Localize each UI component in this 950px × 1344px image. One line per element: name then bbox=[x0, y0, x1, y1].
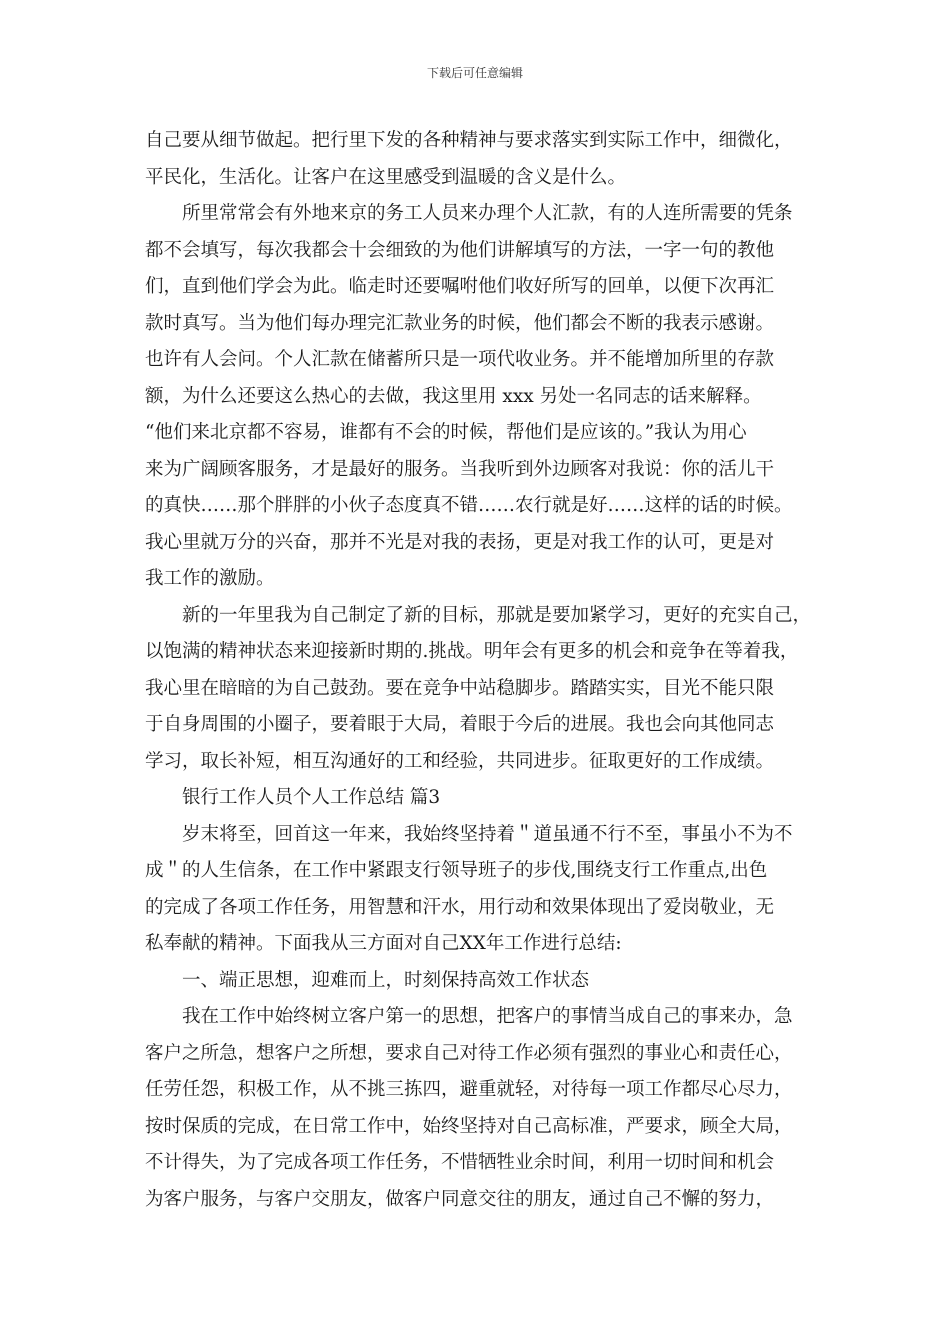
text-line: 不计得失，为了完成各项工作任务，不惜牺牲业余时间，利用一切时间和机会 bbox=[145, 1152, 775, 1173]
text-line: 任劳任怨，积极工作，从不挑三拣四，避重就轻，对待每一项工作都尽心尽力， bbox=[145, 1079, 793, 1100]
text-line: 我心里就万分的兴奋，那并不光是对我的表扬，更是对我工作的认可，更是对 bbox=[145, 531, 775, 553]
text-line: 新的一年里我为自己制定了新的目标，那就是要加紧学习，更好的充实自己， bbox=[145, 604, 812, 626]
text-line: 的真快……那个胖胖的小伙子态度真不错……农行就是好……这样的话的时候。 bbox=[145, 495, 793, 516]
text-line: 我工作的激励。 bbox=[145, 568, 275, 589]
text-line: 我心里在暗暗的为自己鼓劲。要在竞争中站稳脚步。踏踏实实，目光不能只限 bbox=[145, 677, 775, 699]
text-line: 款时真写。当为他们每办理完汇款业务的时候，他们都会不断的我表示感谢。 bbox=[145, 312, 775, 334]
document-body bbox=[145, 123, 825, 1218]
text-line: 额，为什么还要这么热心的去做，我这里用 xxx 另处一名同志的话来解释。 bbox=[145, 385, 762, 407]
text-line: 私奉献的精神。下面我从三方面对自己XX年工作进行总结: bbox=[145, 933, 622, 954]
page-header: 下载后可任意编辑 bbox=[426, 66, 523, 80]
section-title: 银行工作人员个人工作总结 篇3 bbox=[145, 787, 441, 808]
text-line: 以饱满的精神状态来迎接新时期的.挑战。明年会有更多的机会和竞争在等着我， bbox=[145, 641, 799, 662]
text-line: 于自身周围的小圈子，要着眼于大局，着眼于今后的进展。我也会向其他同志 bbox=[145, 714, 775, 735]
text-line: 都不会填写，每次我都会十会细致的为他们讲解填写的方法，一字一句的教他 bbox=[145, 239, 775, 261]
text-line: 岁末将至，回首这一年来，我始终坚持着＂道虽通不行不至，事虽小不为不 bbox=[145, 823, 793, 845]
text-line: 来为广阔顾客服务，才是最好的服务。当我听到外边顾客对我说：你的活儿干 bbox=[145, 458, 775, 480]
text-line: 客户之所急，想客户之所想，要求自己对待工作必须有强烈的事业心和责任心， bbox=[145, 1042, 793, 1064]
text-line: 按时保质的完成，在日常工作中，始终坚持对自己高标准，严要求，顾全大局， bbox=[145, 1115, 793, 1137]
text-line: 的完成了各项工作任务，用智慧和汗水，用行动和效果体现出了爱岗敬业，无 bbox=[145, 896, 775, 918]
text-line: 也许有人会问。个人汇款在储蓄所只是一项代收业务。并不能增加所里的存款 bbox=[145, 349, 775, 370]
text-line: 平民化，生活化。让客户在这里感受到温暖的含义是什么。 bbox=[145, 166, 627, 188]
text-line: 为客户服务，与客户交朋友，做客户同意交往的朋友，通过自己不懈的努力， bbox=[145, 1188, 775, 1210]
text-line: 我在工作中始终树立客户第一的思想，把客户的事情当成自己的事来办，急 bbox=[145, 1006, 793, 1027]
text-line: 自己要从细节做起。把行里下发的各种精神与要求落实到实际工作中，细微化， bbox=[145, 130, 793, 151]
text-line: 成＂的人生信条，在工作中紧跟支行领导班子的步伐,围绕支行工作重点,出色 bbox=[145, 860, 768, 881]
text-line: 们，直到他们学会为此。临走时还要嘱咐他们收好所写的回单，以便下次再汇 bbox=[145, 276, 775, 297]
text-line: 所里常常会有外地来京的务工人员来办理个人汇款，有的人连所需要的凭条 bbox=[145, 203, 793, 224]
text-line: “他们来北京都不容易，谁都有不会的时候，帮他们是应该的。”我认为用心 bbox=[145, 422, 747, 443]
text-line: 学习，取长补短，相互沟通好的工和经验，共同进步。征取更好的工作成绩。 bbox=[145, 750, 775, 772]
section-heading: 一、端正思想，迎难而上，时刻保持高效工作状态 bbox=[145, 969, 590, 991]
